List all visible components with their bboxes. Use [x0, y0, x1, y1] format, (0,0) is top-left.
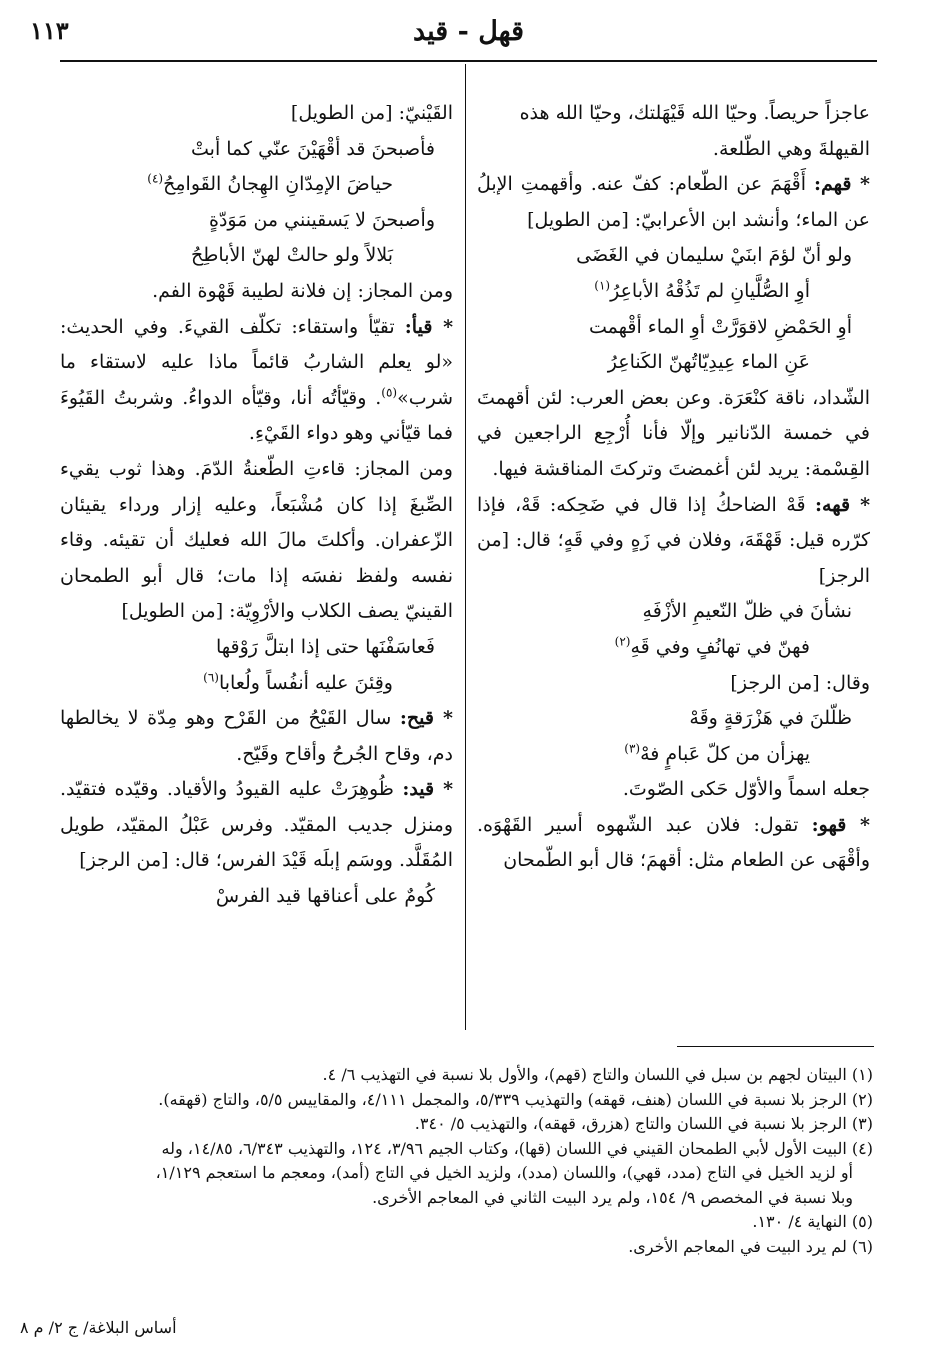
verse-line: فَعاسَفْنَها حتى إذا ابتلَّ رَوْقها: [215, 635, 435, 658]
entry-text: القَيْنيّ: [من الطويل]: [290, 102, 453, 124]
signature-mark: أساس البلاغة/ ج ٢/ م ٨: [20, 1318, 177, 1337]
entry-text: جعله اسماً والأوّل حَكى الصّوتَ.: [622, 778, 870, 801]
verse-line: وقِئنَ عليه أنفُساً ولُعابا$^{(٦)}$: [203, 670, 393, 694]
text-line: عاجزاً حريصاً. وحيّا الله قَيْهَلتك، وحيّا الله هذه: [519, 102, 870, 124]
footnote: (١) البيتان لجهم بن سبل في اللسان والتاج (قهم)، والأول بلا نسبة في التهذيب ٦/ ٤.: [322, 1065, 873, 1084]
entry-qahw: [477, 808, 870, 879]
footnotes: [60, 1063, 873, 1259]
footnote: (٢) الرجز بلا نسبة في اللسان (هنف، قهقه) والتهذيب ٥/٣٣٩، والمجمل ٤/١١١، والمقاييس ٥/٥، والتاج (قهقه).: [158, 1089, 873, 1109]
header-rule: [60, 60, 877, 62]
footnote: (٦) لم يرد البيت في المعاجم الأخرى.: [628, 1236, 873, 1256]
entry-headword: * قيد:: [402, 778, 453, 801]
footnote: وبلا نسبة في المخصص ٩/ ١٥٤، ولم يرد البيت الثاني في المعاجم الأخرى.: [372, 1187, 853, 1207]
footnote-mark: (١): [594, 278, 611, 293]
entry-text: ومن المجاز: إن فلانة لطيبة قَهْوة الفم.: [152, 279, 453, 302]
footnote: (٤) البيت الأول لأبي الطمحان القيني في اللسان (قها)، وكتاب الجيم ٣/٩٦، ١٢٤، والتهذيب ٦/٣٤٣، ١٤/٨٥، وله: [161, 1138, 873, 1158]
entry-qayd: [60, 772, 453, 879]
entry-qay: [60, 310, 453, 452]
verse-line: أوِ الصُّلَّيانِ لم تَذُقْهُ الأباعِرُ$^{(١)}$: [594, 278, 810, 302]
entry-text: تقول: فلان عبد الشّهوه أسير القَهْوَه. وأقْهَى عن الطعام مثل: أقهمَ؛ قال أبو الطّمحان: [477, 813, 870, 872]
verse-line: فأصبحنَ قد أقْهَيْنَ عنّي كما أبتْ: [191, 137, 435, 160]
verse-line: حياضَ الإمِدّانِ الهِجانُ القَوامِحُ$^{(٤)}$: [147, 171, 393, 196]
entry-text: الشّداد، ناقة كنْعَرَة. وعن بعض العرب: لئن أقهمتَ في خمسة الدّنانير وإلّا فأنا أُرْجِع الراجعين في القِسْمة: يريد لئن أغمضتَ وتركتَ المناقشة فيها.: [477, 386, 870, 480]
footnote-rule: [677, 1046, 874, 1047]
verse-line: عَنِ الماء عِيدِيّاتُهنّ الكَناعِرُ: [607, 351, 810, 374]
footnote-mark: (٦): [203, 670, 219, 685]
verse-line: بَلالاً ولو حالتْ لهنّ الأباطِحُ: [191, 244, 393, 267]
meter-label: وقال: [من الرجز]: [730, 671, 870, 694]
verse-line: أوِ الحَمْضِ لاقوَرَّتْ أوِ الماء أقْهمت: [588, 315, 852, 338]
footnote: (٣) الرجز بلا نسبة في اللسان والتاج (هزرق، قهقه)، والتهذيب ٥/ ٣٤٠.: [414, 1114, 873, 1133]
entry-qahah: [477, 488, 870, 595]
footnote: (٥) النهاية ٤/ ١٣٠.: [752, 1212, 873, 1231]
entry-text: تقيّأ واستقاء: تكلّف القيءَ. وفي الحديث: «لو يعلم الشاربُ قائماً ماذا عليه لاستقاء ما شرب»: [60, 315, 453, 409]
entry-text: ظُوهِرَتْ عليه القيودُ والأقياد. وقيّده فتقيّد. ومنزل جديب المقيّد. وفرس عَبْلُ المقيّد، طويل المُقَلَّد. ووسَم إبلَه قَيْدَ الفرس؛ قال: [من الرجز]: [60, 778, 453, 872]
verse-line: نشأنَ في ظلّ النّعيمِ الأزْفَهِ: [642, 600, 852, 623]
verse-line: ولو أنّ لؤمَ ابنَيْ سليمان في الغَضَى: [576, 244, 852, 267]
page-number: ١١٣: [30, 16, 69, 45]
entry-headword: * قهم:: [814, 173, 870, 196]
entry-headword: * قيح:: [399, 707, 453, 730]
column-divider: [465, 64, 466, 1030]
verse-line: وأصبحنَ لا يَسقينني من مَوَدّةٍ: [209, 208, 435, 231]
footnote-mark: (٥): [381, 385, 398, 400]
verse-line: ظلّلنَ في هَزْرَقةٍ وقَهْ: [689, 707, 852, 730]
running-head: قهل - قيد: [412, 16, 525, 47]
entry-headword: * قهو:: [811, 813, 870, 836]
footnote-mark: (٢): [614, 634, 631, 649]
verse-line: كُومٌ على أعناقها قيد الفرسْ: [215, 885, 435, 908]
entry-headword: * قيأ:: [404, 315, 453, 338]
footnote-mark: (٣): [624, 741, 641, 756]
entry-text: . وقيّأتُه أنا، وقيّأه الدواءُ. وشربتُ القَيُوءَ فما قيّأني وهو دواء القَيْءِ.: [60, 386, 453, 445]
entry-text: أَقْهَمَ عن الطّعام: كفّ عنه. وأقهمتِ الإبلُ عن الماء؛ وأنشد ابن الأعرابيّ: [من الطويل]: [477, 173, 870, 231]
footnote-mark: (٤): [147, 171, 164, 186]
entry-headword: * قهه:: [815, 493, 870, 516]
verse-line: يهزأن من كلّ عَبامٍ فهْ$^{(٣)}$: [624, 741, 810, 765]
entry-text: سال القَيْحُ من القَرْح وهو مِدّة لا يخالطها دم، وقاح الجُرحُ وأقاح وقَيّح.: [60, 707, 453, 765]
footnote: أو لزيد الخيل في التاج (مدد، قهي)، واللسان (مدد)، ولزيد الخيل في التاج (أمد)، ومعجم ما استعجم ١/١٢٩،: [155, 1163, 853, 1182]
text-line: القيهلةَ وهي الطّلعة.: [712, 137, 870, 160]
entry-qayh: [60, 701, 453, 772]
verse-line: فهنّ في تهانُفٍ وفي قَهِ$^{(٢)}$: [614, 634, 810, 658]
entry-qahm: [477, 167, 870, 238]
left-column: [60, 96, 453, 1026]
entry-text: قَهْ الضاحكُ إذا قال في ضَحِكه: قَهْ، فإذا كرّره قيل: قَهْقَهَ، وفلان في زَهٍ وفي قَهٍ؛ قال: [من الرجز]: [477, 493, 870, 587]
right-column: [477, 96, 870, 1026]
entry-text: ومن المجاز: قاءتِ الطّعنةُ الدّمَ. وهذا ثوب يقيء الصِّبغَ إذا كان مُشْبَعاً، وعليه إزار ورداء يقيئان الزّعفران. وأكلتَ مالَ الله فعليك أن تقيئه. وقاء نفسه ولفظ نفسَه إذا مات؛ قال أبو الطمحان القينيّ يصف الكلاب والأرْوِيّة: [من الطويل]: [60, 457, 453, 623]
